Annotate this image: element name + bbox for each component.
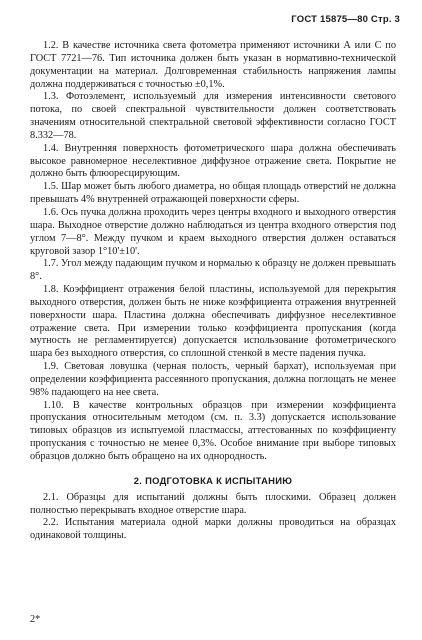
paragraph-1-3: 1.3. Фотоэлемент, используемый для измерения интенсивности светового потока, по своей спектральной чувствительности должен соответствовать значениям относительной спектральной световой эффективности согласно ГОСТ 8.332—78. bbox=[30, 91, 396, 141]
paragraph-1-4: 1.4. Внутренняя поверхность фотометрического шара должна обеспечивать высокое равномерное неселективное диффузное отражение света. Покрытие не должно быть флюоресцирующим. bbox=[30, 142, 396, 180]
paragraph-2-1: 2.1. Образцы для испытаний должны быть плоскими. Образец должен полностью перекрывать входное отверстие шара. bbox=[30, 491, 396, 516]
paragraph-1-8: 1.8. Коэффициент отражения белой пластины, используемой для перекрытия выходного отверстия, должен быть не ниже коэффициента отражения внутренней поверхности шара. Пластина должна обеспечивать диффузное неселективное отражение света. При измерении только коэффициента пропускания (когда мутность не регламентируется) допускается использование фотометрического шара без выходного отверстия, со сплошной стенкой в месте падения пучка. bbox=[30, 284, 396, 360]
paragraph-1-6: 1.6. Ось пучка должна проходить через центры входного и выходного отверстия шара. Выходное отверстие должно наблюдаться из центра входного отверстия под углом 7—8°. Между пучком и краем выходного отверстия должен оставаться круговой зазор 1°10'±10'. bbox=[30, 206, 396, 257]
paragraph-1-9: 1.9. Световая ловушка (черная полость, черный бархат), используемая при определении коэффициента рассеянного пропускания, должна поглощать не менее 98% падающего на нее света. bbox=[30, 361, 396, 398]
document-body bbox=[30, 40, 396, 543]
paragraph-1-10: 1.10. В качестве контрольных образцов при измерении коэффициента пропускания относительным методом (см. п. 3.3) допускается использование типовых образцов из испытуемой пластмассы, аттестованных по коэффициенту пропускания с точностью не менее 0,3%. Особое внимание при выборе типовых образцов должно быть обращено на их однородность. bbox=[30, 399, 396, 462]
paragraph-2-2: 2.2. Испытания материала одной марки должны проводиться на образцах одинаковой толщины. bbox=[30, 517, 396, 542]
section-title: 2. ПОДГОТОВКА К ИСПЫТАНИЮ bbox=[133, 474, 293, 486]
paragraph-1-7: 1.7. Угол между падающим пучком и нормалью к образцу не должен превышать 8°. bbox=[30, 258, 396, 283]
paragraph-1-2: 1.2. В качестве источника света фотометра применяют источники А или С по ГОСТ 7721—76. Тип источника должен быть указан в нормативно-технической документации на материал. Долговременная стабильность напряжения лампы должна поддерживаться с точностью ±0,1%. bbox=[30, 40, 396, 90]
page-footer-mark: 2* bbox=[30, 614, 41, 625]
page-header: ГОСТ 15875—80 Стр. 3 bbox=[291, 14, 400, 25]
paragraph-1-5: 1.5. Шар может быть любого диаметра, но общая площадь отверстий не должна превышать 4% внутренней отражающей поверхности сферы. bbox=[30, 181, 396, 206]
